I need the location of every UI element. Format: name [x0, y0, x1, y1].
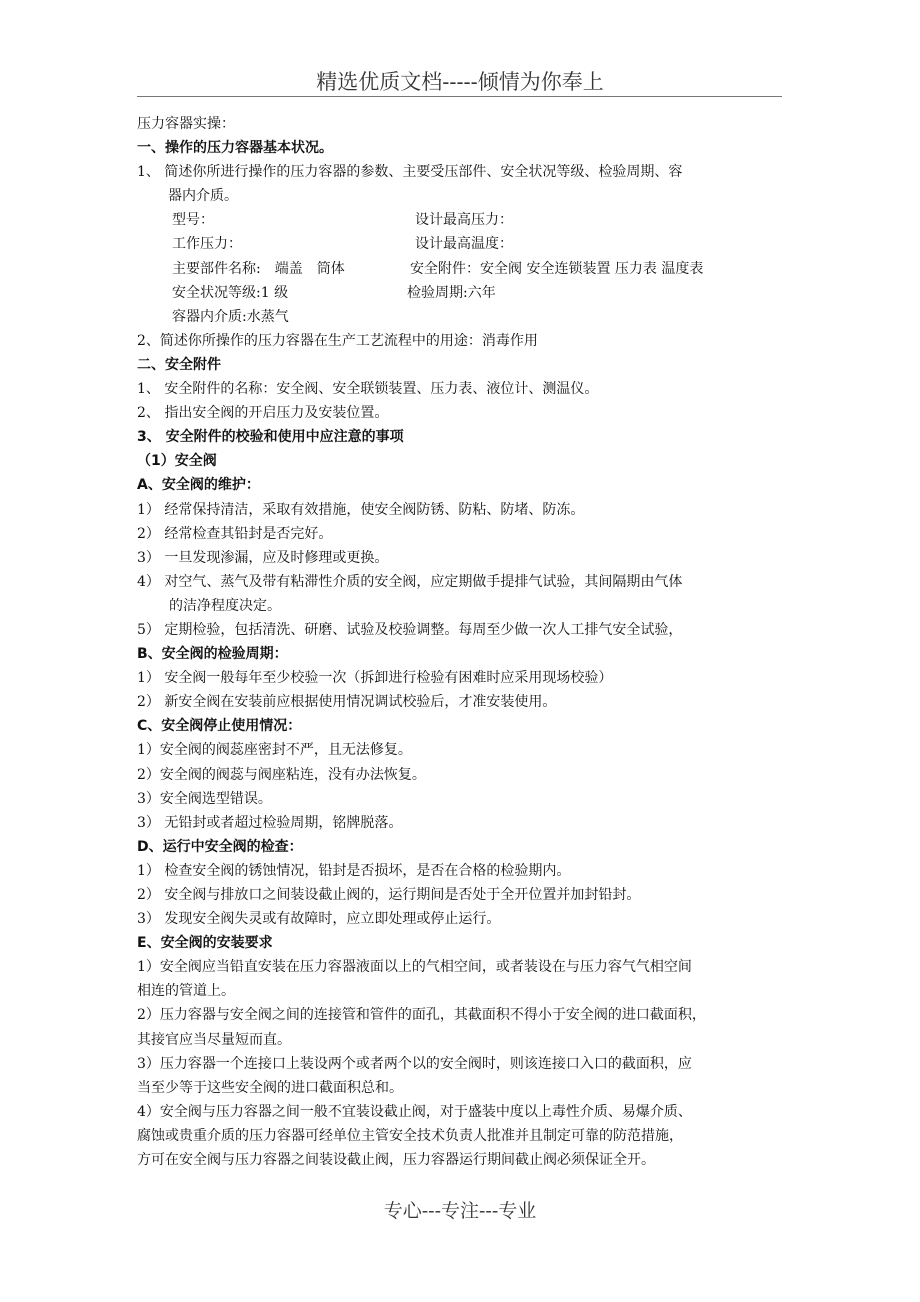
safety-valve-title: （1）安全阀 [137, 453, 217, 470]
installation-item: 4）安全阀与压力容器之间一般不宜装设截止阀，对于盛装中度以上毒性介质、易爆介质、 [137, 1103, 692, 1120]
maintenance-item: 3） 一旦发现渗漏，应及时修理或更换。 [137, 549, 389, 566]
s2-item-2: 2、 指出安全阀的开启压力及安装位置。 [137, 405, 389, 422]
installation-item-cont: 当至少等于这些安全阀的进口截面积总和。 [137, 1079, 403, 1096]
section-1-title: 一、操作的压力容器基本状况。 [137, 140, 333, 157]
param-row-safety [137, 281, 797, 305]
installation-item-cont: 方可在安全阀与压力容器之间装设截止阀，压力容器运行期间截止阀必须保证全开。 [137, 1152, 655, 1169]
s1-question-1: 1、 简述你所进行操作的压力容器的参数、主要受压部件、安全状况等级、检验周期、容 [137, 164, 683, 181]
param-inspection-period: 检验周期:六年 [407, 284, 496, 301]
maintenance-title: A、安全阀的维护： [137, 477, 260, 494]
document-body [137, 112, 797, 1172]
stop-use-item: 3）安全阀选型错误。 [137, 790, 272, 807]
param-work-pressure: 工作压力： [172, 236, 242, 253]
s1-question-2: 2、简述你所操作的压力容器在生产工艺流程中的用途：消毒作用 [137, 332, 538, 349]
stop-use-item: 1）安全阀的阀蕊座密封不严，且无法修复。 [137, 742, 412, 759]
page-header-title: 精选优质文档-----倾情为你奉上 [316, 70, 604, 94]
stop-use-item: 2）安全阀的阀蕊与阀座粘连，没有办法恢复。 [137, 766, 426, 783]
param-accessories: 安全附件：安全阀 安全连锁装置 压力表 温度表 [410, 260, 704, 277]
header-divider [137, 96, 782, 97]
installation-item-cont: 腐蚀或贵重介质的压力容器可经单位主管安全技术负责人批准并且制定可靠的防范措施， [137, 1127, 683, 1144]
installation-item-cont: 相连的管道上。 [137, 983, 235, 1000]
param-design-temp: 设计最高温度： [415, 236, 513, 253]
installation-item: 1）安全阀应当铅直安装在压力容器液面以上的气相空间，或者装设在与压力容气气相空间 [137, 959, 692, 976]
installation-title: E、安全阀的安装要求 [137, 935, 273, 952]
s2-item-1: 1、 安全附件的名称：安全阀、安全联锁装置、压力表、液位计、测温仪。 [137, 381, 599, 398]
installation-item: 2）压力容器与安全阀之间的连接管和管件的面孔，其截面积不得小于安全阀的进口截面积， [137, 1007, 706, 1024]
installation-item: 3）压力容器一个连接口上装设两个或者两个以的安全阀时，则该连接口入口的截面积，应 [137, 1055, 692, 1072]
maintenance-item-cont: 的洁净程度决定。 [169, 597, 281, 614]
s1-question-1-cont: 器内介质。 [168, 188, 238, 205]
runtime-check-item: 3） 发现安全阀失灵或有故障时，应立即处理或停止运行。 [137, 911, 501, 928]
intro-line: 压力容器实操： [137, 116, 235, 132]
param-model: 型号： [172, 212, 214, 229]
maintenance-item: 5） 定期检验，包括清洗、研磨、试验及校验调整。每周至少做一次人工排气安全试验， [137, 621, 683, 638]
param-row-model [137, 208, 797, 232]
inspection-item: 2） 新安全阀在安装前应根据使用情况调试校验后，才准安装使用。 [137, 694, 557, 711]
installation-item-cont: 其接官应当尽量短而直。 [137, 1031, 291, 1048]
stop-use-item: 3） 无铅封或者超过检验周期，铭牌脱落。 [137, 814, 403, 831]
maintenance-item: 2） 经常检查其铅封是否完好。 [137, 525, 333, 542]
runtime-check-item: 2） 安全阀与排放口之间装设截止阀的，运行期间是否处于全开位置并加封铅封。 [137, 887, 641, 903]
maintenance-item: 1） 经常保持清洁，采取有效措施，使安全阀防锈、防粘、防堵、防冻。 [137, 501, 585, 518]
runtime-check-item: 1） 检查安全阀的锈蚀情况，铅封是否损坏，是否在合格的检验期内。 [137, 862, 571, 879]
param-design-pressure: 设计最高压力： [415, 212, 513, 229]
param-row-parts [137, 257, 797, 281]
s2-item-3: 3、 安全附件的校验和使用中应注意的事项 [137, 429, 404, 446]
page-footer-text: 专心---专注---专业 [383, 1200, 537, 1222]
param-parts: 主要部件名称: 端盖 筒体 [172, 260, 345, 277]
maintenance-item: 4） 对空气、蒸气及带有粘滞性介质的安全阀，应定期做手提排气试验，其间隔期由气体 [137, 573, 683, 590]
param-medium: 容器内介质:水蒸气 [172, 308, 289, 325]
runtime-check-title: D、运行中安全阀的检查： [137, 838, 303, 855]
inspection-item: 1） 安全阀一般每年至少校验一次（拆卸进行检验有困难时应采用现场校验） [137, 670, 613, 687]
stop-use-title: C、安全阀停止使用情况： [137, 718, 302, 735]
section-2-title: 二、安全附件 [137, 356, 221, 373]
param-row-pressure [137, 232, 797, 256]
inspection-period-title: B、安全阀的检验周期： [137, 646, 288, 663]
param-safety-level: 安全状况等级:1 级 [172, 284, 289, 301]
